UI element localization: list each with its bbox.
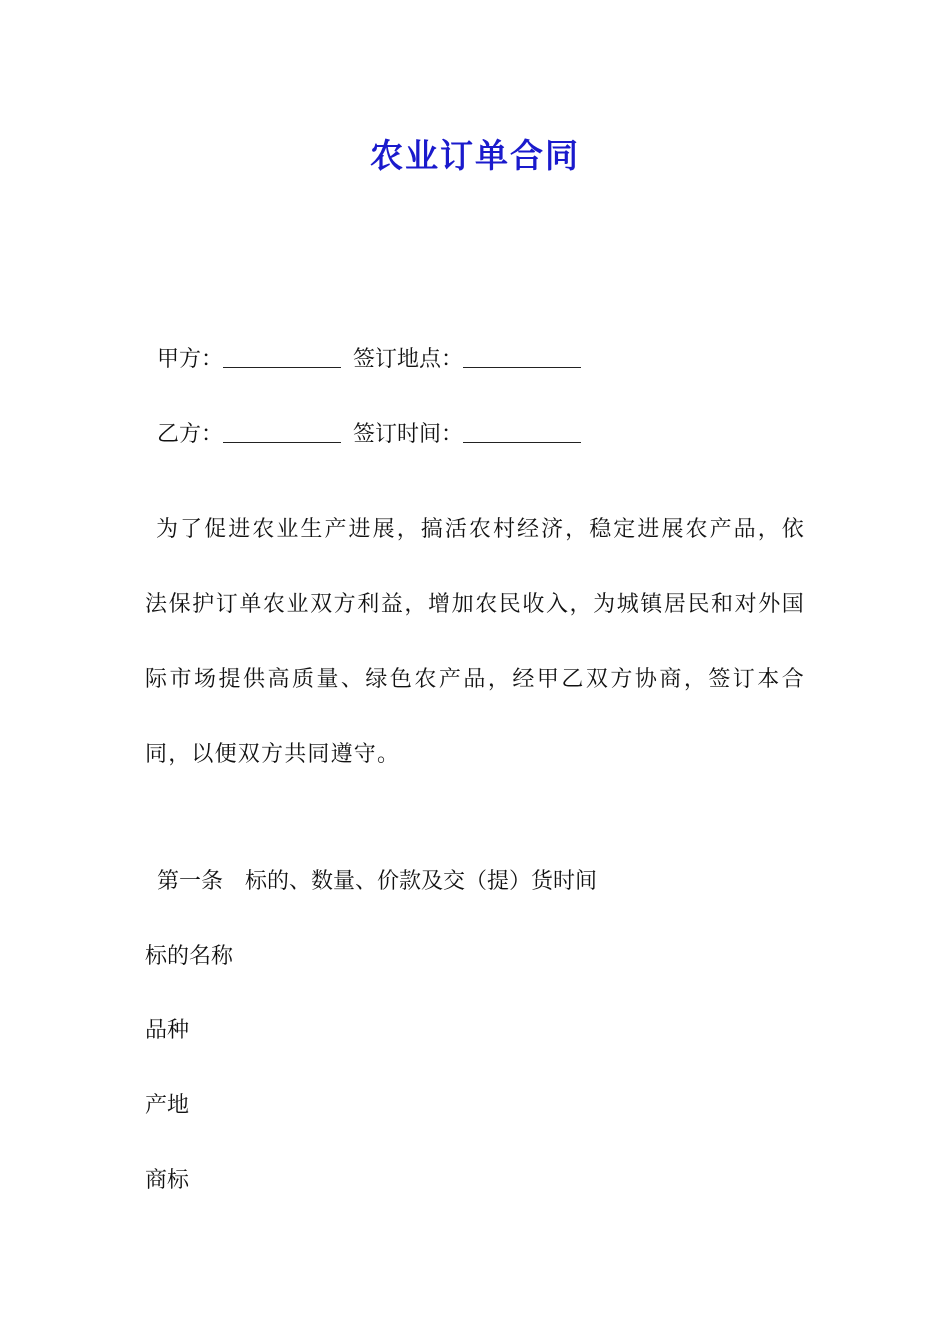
intro-paragraph: 为了促进农业生产进展，搞活农村经济，稳定进展农产品，依法保护订单农业双方利益，增加农民收入，为城镇居民和对外国际市场提供高质量、绿色农产品，经甲乙双方协商，签订本合同，以便双方共同遵守。 [145, 517, 805, 767]
article-1-heading [157, 867, 597, 897]
sign-time-blank[interactable] [463, 422, 581, 443]
sign-place-label: 签订地点： [353, 347, 464, 372]
field-subject-name: 标的名称 [145, 944, 234, 969]
party-b-label: 乙方： [157, 422, 224, 447]
party-b-blank[interactable] [223, 422, 341, 443]
document-title: 农业订单合同 [370, 136, 580, 175]
party-b-row [157, 420, 581, 450]
article-1-number: 第一条 [157, 869, 224, 894]
field-trademark: 商标 [145, 1168, 190, 1193]
field-origin: 产地 [145, 1093, 190, 1118]
party-a-label: 甲方： [157, 347, 224, 372]
field-variety: 品种 [145, 1018, 190, 1043]
sign-place-blank[interactable] [463, 347, 581, 368]
party-a-row [157, 345, 581, 375]
article-1-title: 标的、数量、价款及交（提）货时间 [245, 869, 598, 894]
party-a-blank[interactable] [223, 347, 341, 368]
sign-time-label: 签订时间： [353, 422, 464, 447]
